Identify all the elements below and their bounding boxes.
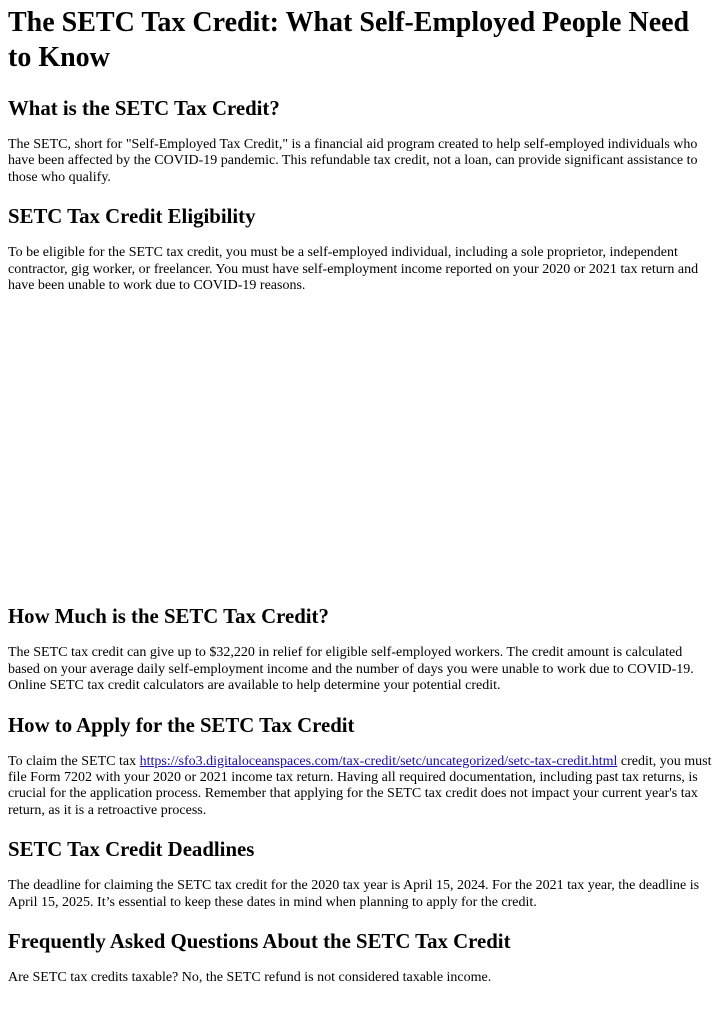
apply-text-before-link: To claim the SETC tax xyxy=(8,753,140,769)
section-body-deadlines: The deadline for claiming the SETC tax credit for the 2020 tax year is April 15, 2024. For the 2021 tax year, the deadline is April 15, 2025. It’s essential to keep these dates in mind when planning to apply for the credit. xyxy=(8,878,700,910)
section-heading-what-is: What is the SETC Tax Credit? xyxy=(8,97,280,120)
section-heading-how-much: How Much is the SETC Tax Credit? xyxy=(8,605,329,629)
section-heading-how-to-apply: How to Apply for the SETC Tax Credit xyxy=(8,713,355,737)
section-body-what-is: The SETC, short for "Self-Employed Tax Credit," is a financial aid program created to help self-employed individuals who have been affected by the COVID-19 pandemic. This refundable tax credit, not a loan, can provide significant assistance to those who qualify. xyxy=(8,137,698,185)
section-body-eligibility: To be eligible for the SETC tax credit, you must be a self-employed individual, including a sole proprietor, independent contractor, gig worker, or freelancer. You must have self-employment income reported on your 2020 or 2021 tax return and have been unable to work due to COVID-19 reasons. xyxy=(8,245,699,294)
section-body-how-much: The SETC tax credit can give up to $32,220 in relief for eligible self-employed workers. The credit amount is calculated based on your average daily self-employment income and the number of days you were unable to work due to COVID-19. Online SETC tax credit calculators are available to help determine your potential credit. xyxy=(8,645,694,694)
section-heading-eligibility: SETC Tax Credit Eligibility xyxy=(8,205,256,229)
section-body-how-to-apply xyxy=(8,754,714,820)
section-heading-faq: Frequently Asked Questions About the SETC Tax Credit xyxy=(8,930,511,954)
article xyxy=(8,0,714,987)
section-body-faq: Are SETC tax credits taxable? No, the SETC refund is not considered taxable income. xyxy=(8,970,492,986)
page-title: The SETC Tax Credit: What Self-Employed People Need to Know xyxy=(8,7,690,73)
section-heading-deadlines: SETC Tax Credit Deadlines xyxy=(8,838,255,862)
setc-tax-credit-link[interactable]: https://sfo3.digitaloceanspaces.com/tax-credit/setc/uncategorized/setc-tax-credit.html xyxy=(139,753,618,769)
blank-ad-space xyxy=(8,294,714,590)
apply-text-after-link: credit, you must file Form 7202 with your 2020 or 2021 income tax return. Having all required documentation, including past tax returns, is crucial for the application process. Remember that applying for the SETC tax credit does not impact your current year's tax return, as it is a retroactive process. xyxy=(8,753,712,818)
